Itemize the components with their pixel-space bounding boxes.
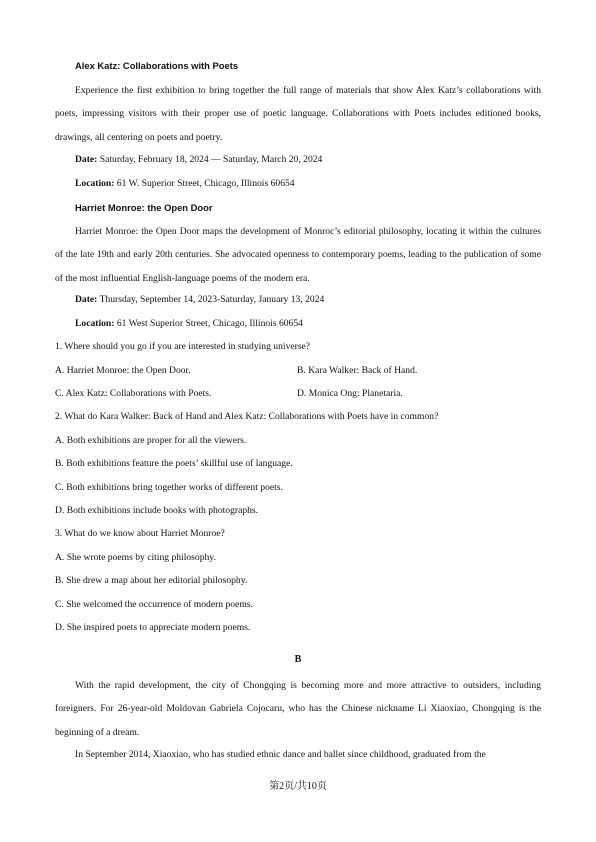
page-footer: 第2页/共10页 — [269, 781, 327, 792]
section-b-heading: B — [294, 654, 302, 665]
exhibit1-title: Alex Katz: Collaborations with Poets — [75, 60, 239, 71]
question-3-option-c: C. She welcomed the occurrence of modern poems. — [55, 599, 253, 610]
question-1-option-c: C. Alex Katz: Collaborations with Poets. — [55, 388, 212, 399]
exhibit2-location-value: 61 West Superior Street, Chicago, Illinois 60654 — [114, 318, 303, 329]
question-2-option-c: C. Both exhibitions bring together works of different poets. — [55, 482, 283, 493]
exhibit2-title: Harriet Monroe: the Open Door — [75, 202, 213, 213]
question-2-stem: 2. What do Kara Walker: Back of Hand and Alex Katz: Collaborations with Poets have in common? — [55, 411, 439, 422]
question-3-option-a: A. She wrote poems by citing philosophy. — [55, 552, 216, 563]
question-1-stem: 1. Where should you go if you are interested in studying universe? — [55, 341, 311, 352]
question-1-option-a: A. Harriet Monroe: the Open Door. — [55, 365, 191, 376]
section-b-paragraph-2: In September 2014, Xiaoxiao, who has studied ethnic dance and ballet since childhood, graduated from the — [75, 749, 486, 760]
exhibit2-location-label: Location: — [75, 318, 115, 329]
question-3-option-b: B. She drew a map about her editorial philosophy. — [55, 575, 248, 586]
exhibit1-location — [75, 178, 295, 189]
exhibit1-date — [75, 154, 322, 165]
section-b-paragraph-1: With the rapid development, the city of Chongqing is becoming more and more attractive to outsiders, including foreigners. For 26-year-old Moldovan Gabriela Cojocaru, who has the Chinese nickname Li Xiaoxiao, Chongqing is the beginning of a dream. — [55, 680, 541, 738]
exhibit2-date-value: Thursday, September 14, 2023-Saturday, January 13, 2024 — [97, 294, 325, 305]
question-2-option-b: B. Both exhibitions feature the poets’ skillful use of language. — [55, 458, 293, 469]
question-1-option-b: B. Kara Walker: Back of Hand. — [297, 365, 418, 376]
question-3-option-d: D. She inspired poets to appreciate modern poems. — [55, 622, 251, 633]
question-3-stem: 3. What do we know about Harriet Monroe? — [55, 528, 225, 539]
exhibit2-description: Harriet Monroe: the Open Door maps the development of Monroc’s editorial philosophy, locating it within the cultures of the late 19th and early 20th centuries. She advocated openness to contemporary poems, leading to the publication of some of the most influential English-language poems of the modern era. — [55, 226, 541, 284]
exhibit2-date — [75, 294, 324, 305]
exhibit1-location-value: 61 W. Superior Street, Chicago, Illinois 60654 — [114, 178, 295, 189]
question-1-option-d: D. Monica Ong: Planetaria. — [297, 388, 403, 399]
exhibit1-description: Experience the first exhibition to bring together the full range of materials that show Alex Katz’s collaborations with poets, impressing visitors with their proper use of poetic language. Collaborations with Poets includes editioned books, drawings, all centering on poets and poetry. — [55, 85, 541, 143]
question-2-option-a: A. Both exhibitions are proper for all the viewers. — [55, 435, 247, 446]
exhibit2-location — [75, 318, 303, 329]
exhibit1-date-value: Saturday, February 18, 2024 — Saturday, March 20, 2024 — [97, 154, 323, 165]
exhibit1-date-label: Date: — [75, 154, 98, 165]
question-2-option-d: D. Both exhibitions include books with photographs. — [55, 505, 259, 516]
exhibit2-date-label: Date: — [75, 294, 98, 305]
exhibit1-location-label: Location: — [75, 178, 115, 189]
